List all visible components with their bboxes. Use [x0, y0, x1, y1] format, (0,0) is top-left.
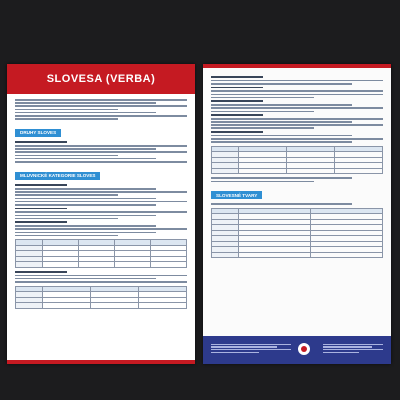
tense-table: [15, 286, 187, 309]
section-body: [211, 76, 383, 143]
right-page: [203, 64, 391, 364]
section-heading-slovesne-tvary: SLOVESNÉ TVARY: [211, 191, 262, 199]
section-body: [15, 271, 187, 283]
person-table: [211, 146, 383, 175]
publisher-footer: [203, 336, 391, 364]
bottom-strip: [7, 360, 195, 364]
page-title: SLOVESA (VERBA): [7, 64, 195, 94]
intro-paragraph: [15, 99, 187, 120]
top-strip: [203, 64, 391, 68]
verb-forms-table: [211, 208, 383, 259]
section-body: [15, 141, 187, 162]
conjugation-table: [15, 239, 187, 268]
section-body: [211, 203, 383, 205]
section-heading-druhy-sloves: DRUHY SLOVES: [15, 129, 61, 137]
section-body: [211, 177, 383, 182]
left-page: [7, 64, 195, 364]
section-body: [15, 184, 187, 236]
section-heading-mluvnicke-kategorie: MLUVNICKÉ KATEGORIE SLOVES: [15, 172, 100, 180]
publisher-logo-icon: [298, 343, 310, 355]
